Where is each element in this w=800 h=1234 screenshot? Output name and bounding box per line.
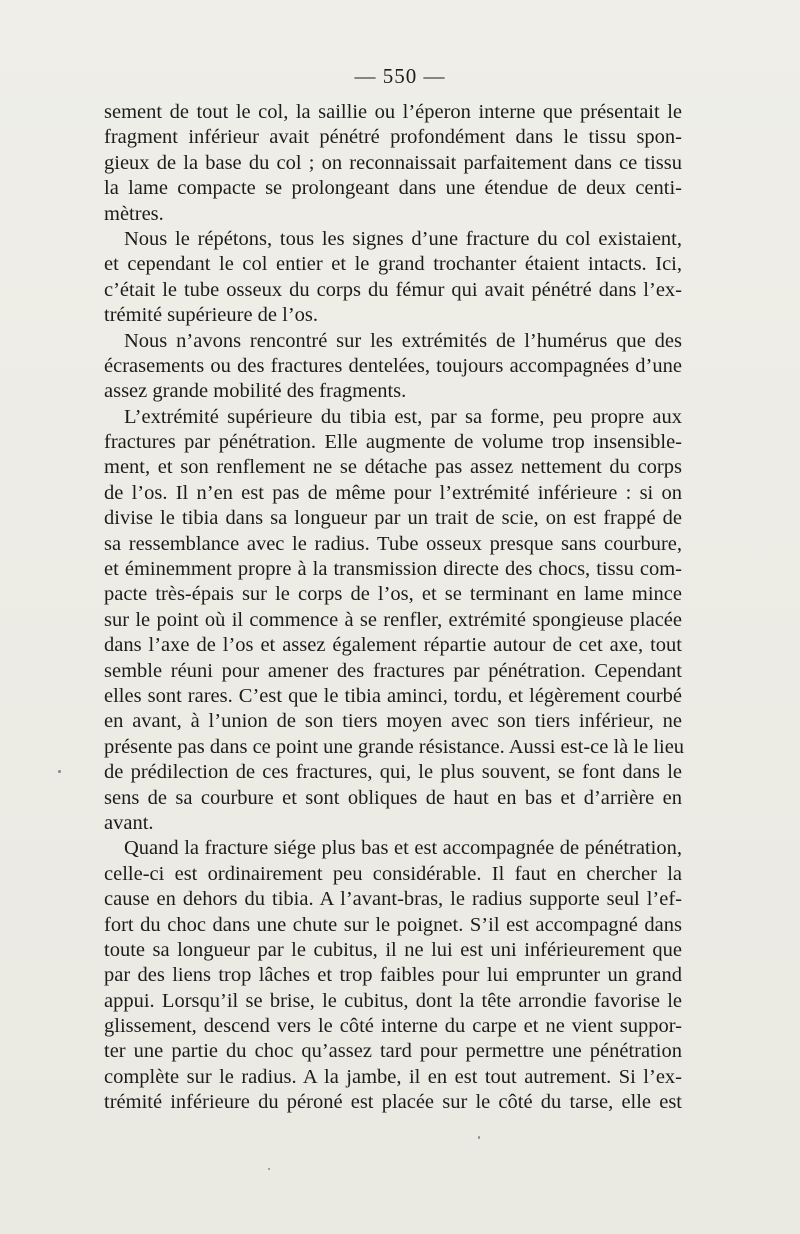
text-line: pacte très-épais sur le corps de l’os, et se terminant en lame mince — [104, 583, 682, 606]
text-line: trémité supérieure de l’os. — [104, 304, 319, 327]
text-line: ter une partie du choc qu’assez tard pour permettre une pénétration — [104, 1040, 682, 1063]
text-line: et éminemment propre à la transmission directe des chocs, tissu com- — [104, 558, 682, 581]
text-line: Nous n’avons rencontré sur les extrémités de l’humérus que des — [124, 329, 682, 352]
text-line: sens de sa courbure et sont obliques de haut en bas et d’arrière en — [104, 786, 682, 809]
page-number: — 550 — — [354, 64, 446, 88]
paper-speck — [58, 770, 61, 773]
text-line: elles sont rares. C’est que le tibia aminci, tordu, et légèrement courbé — [104, 684, 682, 707]
text-line: trémité inférieure du péroné est placée sur le côté du tarse, elle est — [104, 1091, 682, 1114]
text-line: assez grande mobilité des fragments. — [104, 380, 407, 403]
text-line: c’était le tube osseux du corps du fémur qui avait pénétré dans l’ex- — [104, 278, 682, 301]
text-line: semble réuni pour amener des fractures par pénétration. Cependant — [104, 659, 682, 682]
text-line: présente pas dans ce point une grande résistance. Aussi est-ce là le lieu — [104, 735, 685, 758]
text-line: et cependant le col entier et le grand trochanter étaient intacts. Ici, — [104, 253, 682, 276]
text-line: ment, et son renflement ne se détache pas assez nettement du corps — [104, 456, 682, 479]
text-line: dans l’axe de l’os et assez également répartie autour de cet axe, tout — [104, 634, 682, 657]
text-line: Quand la fracture siége plus bas et est accompagnée de pénétration, — [124, 837, 682, 860]
text-line: cause en dehors du tibia. A l’avant-bras, le radius supporte seul l’ef- — [104, 888, 682, 911]
text-line: en avant, à l’union de son tiers moyen avec son tiers inférieur, ne — [104, 710, 682, 733]
text-line: mètres. — [104, 202, 164, 225]
text-line: fractures par pénétration. Elle augmente de volume trop insensible- — [104, 431, 682, 454]
text-line: toute sa longueur par le cubitus, il ne lui est uni inférieurement que — [104, 938, 682, 961]
text-line: écrasements ou des fractures dentelées, toujours accompagnées d’une — [104, 354, 682, 377]
text-line: fragment inférieur avait pénétré profondément dans le tissu spon- — [104, 126, 682, 149]
text-line: appui. Lorsqu’il se brise, le cubitus, dont la tête arrondie favorise le — [104, 989, 682, 1012]
text-line: fort du choc dans une chute sur le poignet. S’il est accompagné dans — [104, 913, 682, 936]
text-line: celle-ci est ordinairement peu considérable. Il faut en chercher la — [104, 862, 682, 885]
text-line: glissement, descend vers le côté interne du carpe et ne vient suppor- — [104, 1015, 682, 1038]
paper-speck — [268, 1168, 270, 1170]
text-line: sur le point où il commence à se renfler, extrémité spongieuse placée — [104, 608, 682, 631]
text-line: L’extrémité supérieure du tibia est, par sa forme, peu propre aux — [124, 405, 682, 428]
text-line: sement de tout le col, la saillie ou l’éperon interne que présentait le — [104, 101, 682, 123]
text-line: divise le tibia dans sa longueur par un trait de scie, on est frappé de — [104, 507, 682, 530]
text-line: de prédilection de ces fractures, qui, le plus souvent, se font dans le — [104, 761, 682, 784]
body-text — [104, 100, 685, 1116]
text-line: Nous le répétons, tous les signes d’une fracture du col existaient, — [124, 227, 682, 250]
text-line: par des liens trop lâches et trop faibles pour lui emprunter un grand — [104, 964, 682, 987]
text-line: gieux de la base du col ; on reconnaissait parfaitement dans ce tissu — [104, 151, 682, 174]
text-line: avant. — [104, 811, 154, 834]
text-line: complète sur le radius. A la jambe, il en est tout autrement. Si l’ex- — [104, 1065, 682, 1088]
text-line: sa ressemblance avec le radius. Tube osseux presque sans courbure, — [104, 532, 682, 555]
text-line: la lame compacte se prolongeant dans une étendue de deux centi- — [104, 177, 682, 200]
text-line: de l’os. Il n’en est pas de même pour l’extrémité inférieure : si on — [104, 481, 682, 504]
paper-speck — [478, 1136, 480, 1139]
